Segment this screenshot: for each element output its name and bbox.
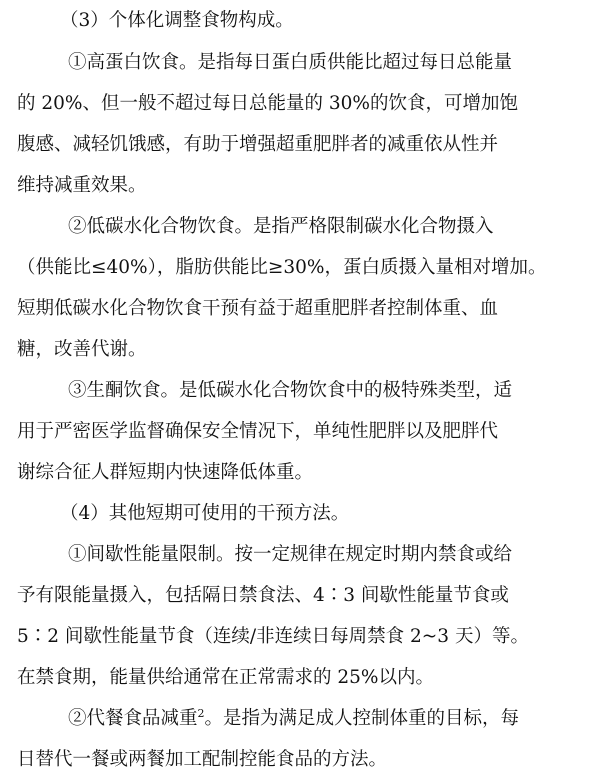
item-1-line-2: 的 20%、但一般不超过每日总能量的 30%的饮食，可增加饱 [17, 93, 519, 114]
section-4-heading: （4）其他短期可使用的干预方法。 [60, 503, 350, 524]
item-3-line-2: 用于严密医学监督确保安全情况下，单纯性肥胖以及肥胖代 [17, 421, 499, 442]
footnote-marker: 2 [197, 706, 205, 720]
item-4-line-3: 5∶2 间歇性能量节食（连续/非连续日每周禁食 2~3 天）等。 [17, 626, 529, 647]
item-5-rest-text: 。是指为满足成人控制体重的目标，每 [204, 708, 520, 729]
item-2-line-4: 糖，改善代谢。 [17, 339, 147, 360]
item-1-line-4: 维持减重效果。 [17, 175, 147, 196]
item-3-line-3: 谢综合征人群短期内快速降低体重。 [17, 462, 314, 483]
item-3-line-1: ③生酮饮食。是低碳水化合物饮食中的极特殊类型，适 [68, 380, 513, 401]
item-2-line-1: ②低碳水化合物饮食。是指严格限制碳水化合物摄入 [68, 216, 494, 237]
section-3-heading: （3）个体化调整食物构成。 [60, 10, 294, 31]
item-4-line-4: 在禁食期，能量供给通常在正常需求的 25%以内。 [17, 667, 435, 688]
item-4-line-1: ①间歇性能量限制。按一定规律在规定时期内禁食或给 [68, 544, 513, 565]
item-1-line-1: ①高蛋白饮食。是指每日蛋白质供能比超过每日总能量 [68, 52, 513, 73]
item-5-line-2: 日替代一餐或两餐加工配制控能食品的方法。 [17, 749, 388, 770]
item-2-line-3: 短期低碳水化合物饮食干预有益于超重肥胖者控制体重、血 [17, 298, 499, 319]
item-5-line-1 [68, 706, 600, 732]
item-4-line-2: 予有限能量摄入，包括隔日禁食法、4∶3 间歇性能量节食或 [17, 585, 509, 606]
item-2-line-2: （供能比≤40%），脂肪供能比≥30%，蛋白质摄入量相对增加。 [17, 257, 547, 278]
item-5-lead-text: ②代餐食品减重 [68, 708, 198, 729]
item-1-line-3: 腹感、减轻饥饿感，有助于增强超重肥胖者的减重依从性并 [17, 134, 499, 155]
